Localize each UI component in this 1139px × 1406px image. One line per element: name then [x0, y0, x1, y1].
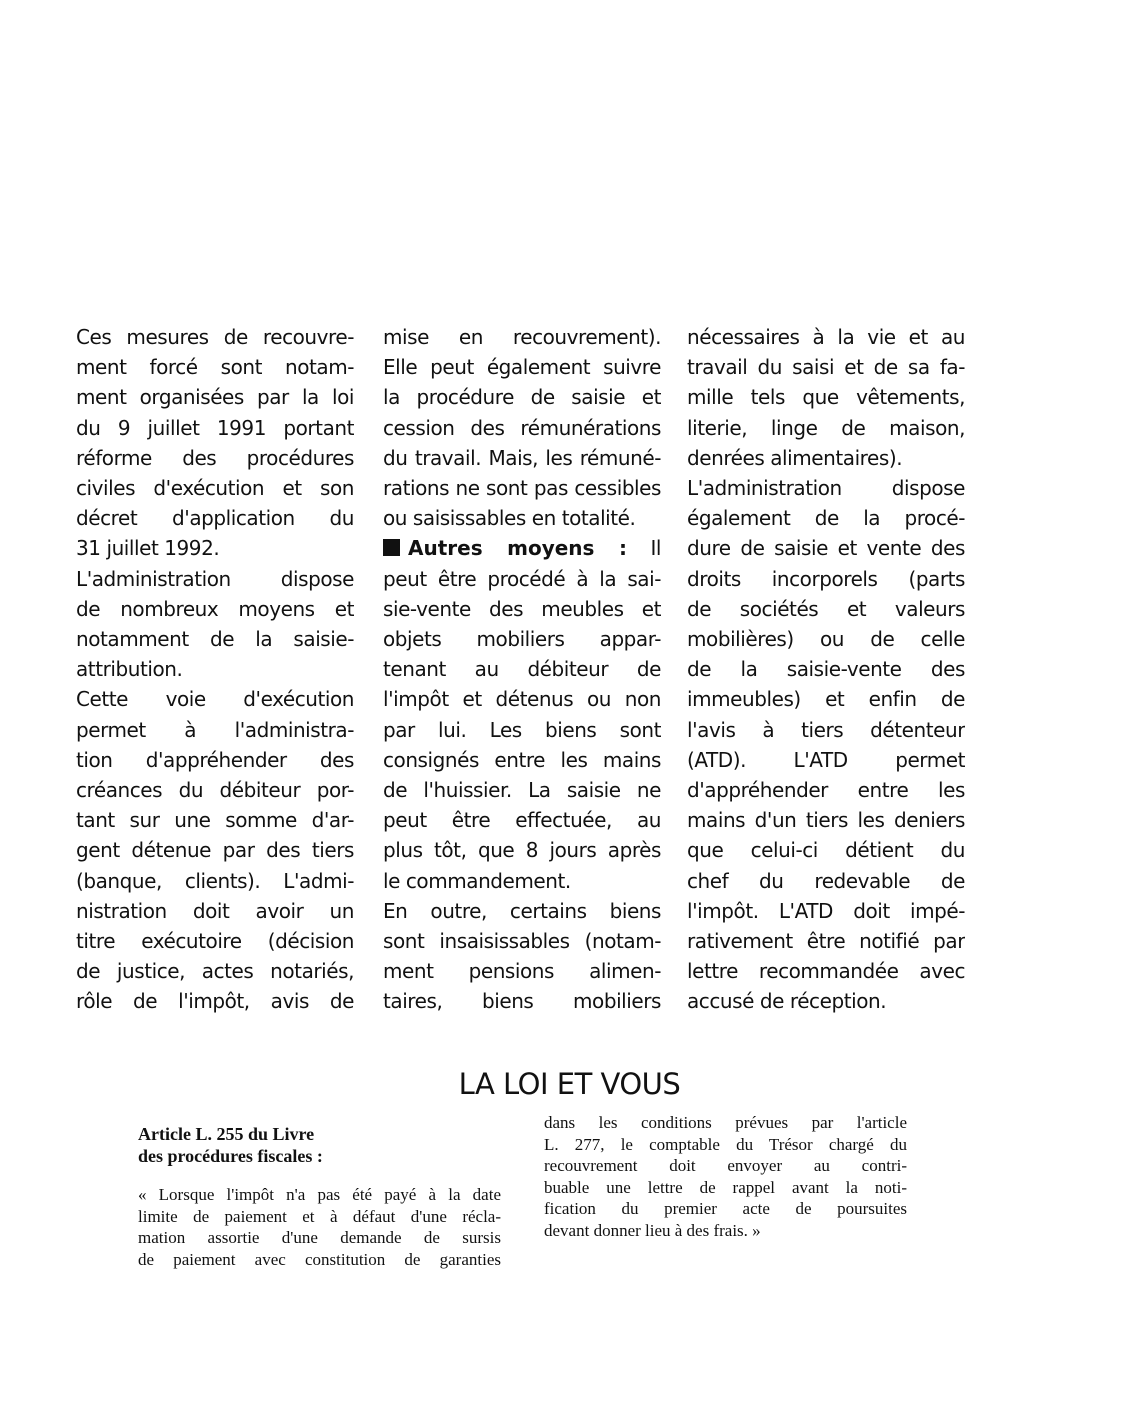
text-line: recouvrement doit envoyer au contri- [544, 1156, 907, 1176]
text-line: ment forcé sont notam- [76, 355, 354, 380]
text-line: nistration doit avoir un [76, 898, 354, 923]
text-line: l'avis à tiers détenteur [687, 717, 965, 742]
text-line: (banque, clients). L'admi- [76, 868, 354, 893]
text-line: devant donner lieu à des frais. » [544, 1220, 761, 1240]
text-line: lettre recommandée avec [687, 959, 965, 984]
text-line: L'administration dispose [76, 566, 354, 591]
quote-left-column [138, 1184, 501, 1270]
text-line: civiles d'exécution et son [76, 476, 354, 501]
text-line: droits incorporels (parts [687, 566, 965, 591]
text-line: tenant au débiteur de [383, 657, 661, 682]
text-line: gent détenue par des tiers [76, 838, 354, 863]
subhead: Autres moyens : [408, 536, 627, 561]
text-column-1 [76, 322, 354, 1017]
text-line: réforme des procédures [76, 445, 354, 470]
text-line: ment organisées par la loi [76, 385, 354, 410]
text-line: titre exécutoire (décision [76, 929, 354, 954]
text-line: denrées alimentaires). [687, 445, 903, 470]
text-line: plus tôt, que 8 jours après [383, 838, 661, 863]
text-line: de paiement avec constitution de garanties [138, 1249, 501, 1269]
text-line: chef du redevable de [687, 868, 965, 893]
text-line: 31 juillet 1992. [76, 536, 220, 561]
text-line: travail du saisi et de sa fa- [687, 355, 965, 380]
text-line: l'impôt et détenus ou non [383, 687, 661, 712]
text-line: également de la procé- [687, 506, 965, 531]
section-title: LA LOI ET VOUS [458, 1067, 681, 1101]
text-line: limite de paiement et à défaut d'une récla- [138, 1206, 501, 1226]
text-line: En outre, certains biens [383, 898, 661, 923]
text-line: que celui-ci détient du [687, 838, 965, 863]
text-line: permet à l'administra- [76, 717, 354, 742]
text-line: du travail. Mais, les rémuné- [383, 445, 661, 470]
text-line: Ces mesures de recouvre- [76, 325, 354, 349]
text-column-2 [383, 322, 661, 1017]
text-line: le commandement. [383, 868, 571, 893]
text-line: accusé de réception. [687, 989, 887, 1014]
text-line: literie, linge de maison, [687, 415, 965, 440]
text-line: buable une lettre de rappel avant la noti- [544, 1177, 907, 1197]
text-line: dure de saisie et vente des [687, 536, 965, 561]
text-line: tion d'appréhender des [76, 747, 354, 772]
text-line: L. 277, le comptable du Trésor chargé du [544, 1134, 907, 1154]
text-line: Elle peut également suivre [383, 355, 661, 380]
subhead-continuation: Il [626, 536, 661, 561]
text-line: l'impôt. L'ATD doit impé- [687, 898, 965, 923]
text-line: consignés entre les mains [383, 747, 661, 772]
text-line: du 9 juillet 1991 portant [76, 415, 354, 440]
text-line: L'administration dispose [687, 476, 965, 501]
text-line: rativement être notifié par [687, 929, 965, 954]
text-line: dans les conditions prévues par l'article [544, 1113, 907, 1132]
text-line: nécessaires à la vie et au [687, 325, 965, 349]
text-line: sont insaisissables (notam- [383, 929, 661, 954]
text-line: attribution. [76, 657, 183, 682]
article-heading [138, 1123, 438, 1167]
text-line: de justice, actes notariés, [76, 959, 354, 984]
text-line: par lui. Les biens sont [383, 717, 661, 742]
text-line: ment pensions alimen- [383, 959, 661, 984]
text-line: rations ne sont pas cessibles [383, 476, 661, 501]
text-line: de nombreux moyens et [76, 596, 354, 621]
text-line: mille tels que vêtements, [687, 385, 965, 410]
text-line: des procédures fiscales : [138, 1146, 323, 1166]
quote-right-column [544, 1112, 907, 1242]
text-line: tant sur une somme d'ar- [76, 808, 354, 833]
text-line: rôle de l'impôt, avis de [76, 989, 354, 1014]
text-line: de la saisie-vente des [687, 657, 965, 682]
text-line: immeubles) et enfin de [687, 687, 965, 712]
text-line: cession des rémunérations [383, 415, 661, 440]
text-line: notamment de la saisie- [76, 627, 354, 652]
text-line: ou saisissables en totalité. [383, 506, 636, 531]
text-line: « Lorsque l'impôt n'a pas été payé à la date [138, 1185, 501, 1204]
text-line: fication du premier acte de poursuites [544, 1199, 907, 1219]
text-line: décret d'application du [76, 506, 354, 531]
text-line: créances du débiteur por- [76, 778, 354, 803]
text-line: la procédure de saisie et [383, 385, 661, 410]
text-line: peut être procédé à la sai- [383, 566, 661, 591]
text-line: peut être effectuée, au [383, 808, 661, 833]
text-line: Cette voie d'exécution [76, 687, 354, 712]
text-column-3 [687, 322, 965, 1017]
square-bullet-icon [383, 539, 400, 556]
text-line: taires, biens mobiliers [383, 989, 661, 1014]
text-line: objets mobiliers appar- [383, 627, 661, 652]
text-line: sie-vente des meubles et [383, 596, 661, 621]
text-line: de l'huissier. La saisie ne [383, 778, 661, 803]
text-line: de sociétés et valeurs [687, 596, 965, 621]
text-line: mobilières) ou de celle [687, 627, 965, 652]
text-line: mains d'un tiers les deniers [687, 808, 965, 833]
text-line: mise en recouvrement). [383, 325, 661, 349]
text-line: mation assortie d'une demande de sursis [138, 1228, 501, 1248]
text-line: (ATD). L'ATD permet [687, 747, 965, 772]
text-line: d'appréhender entre les [687, 778, 965, 803]
text-line [383, 533, 661, 563]
text-line: Article L. 255 du Livre [138, 1124, 315, 1144]
